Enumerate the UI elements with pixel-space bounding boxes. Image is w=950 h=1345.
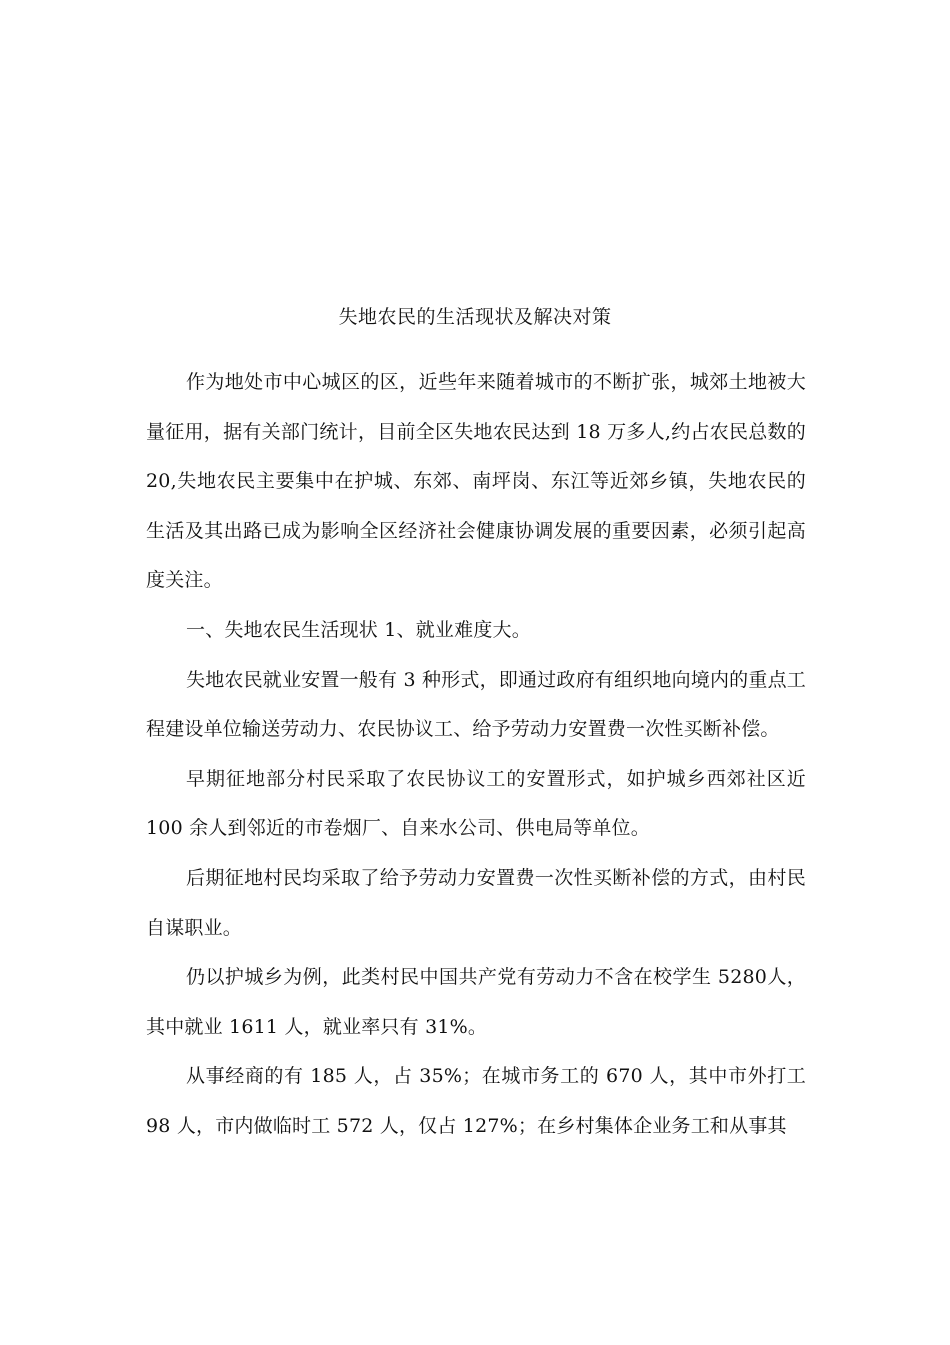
paragraph-2: 一、失地农民生活现状 1、就业难度大。 bbox=[186, 618, 531, 641]
paragraph-7: 从事经商的有 185 人，占 35%；在城市务工的 670 人，其中市外打工98 人，市内做临时工 572 人，仅占 127%；在乡村集体企业务工和从事其 bbox=[146, 1065, 806, 1137]
paragraph-1: 作为地处市中心城区的区，近些年来随着城市的不断扩张，城郊土地被大量征用，据有关部门统计，目前全区失地农民达到 18 万多人,约占农民总数的 20,失地农民主要集中在护城、东郊、南坪岗、东江等近郊乡镇，失地农民的生活及其出路已成为影响全区经济社会健康协调发展的重要因素，必须引起高度关注。 bbox=[146, 371, 806, 592]
document-body bbox=[146, 358, 806, 1152]
paragraph-3: 失地农民就业安置一般有 3 种形式，即通过政府有组织地向境内的重点工程建设单位输送劳动力、农民协议工、给予劳动力安置费一次性买断补偿。 bbox=[146, 668, 806, 741]
paragraph-4: 早期征地部分村民采取了农民协议工的安置形式，如护城乡西郊社区近 100 余人到邻近的市卷烟厂、自来水公司、供电局等单位。 bbox=[146, 767, 806, 840]
paragraph-6: 仍以护城乡为例，此类村民中国共产党有劳动力不含在校学生 5280人，其中就业 1611 人，就业率只有 31%。 bbox=[146, 966, 806, 1038]
paragraph-5: 后期征地村民均采取了给予劳动力安置费一次性买断补偿的方式，由村民自谋职业。 bbox=[146, 866, 806, 939]
document-title: 失地农民的生活现状及解决对策 bbox=[338, 306, 612, 328]
